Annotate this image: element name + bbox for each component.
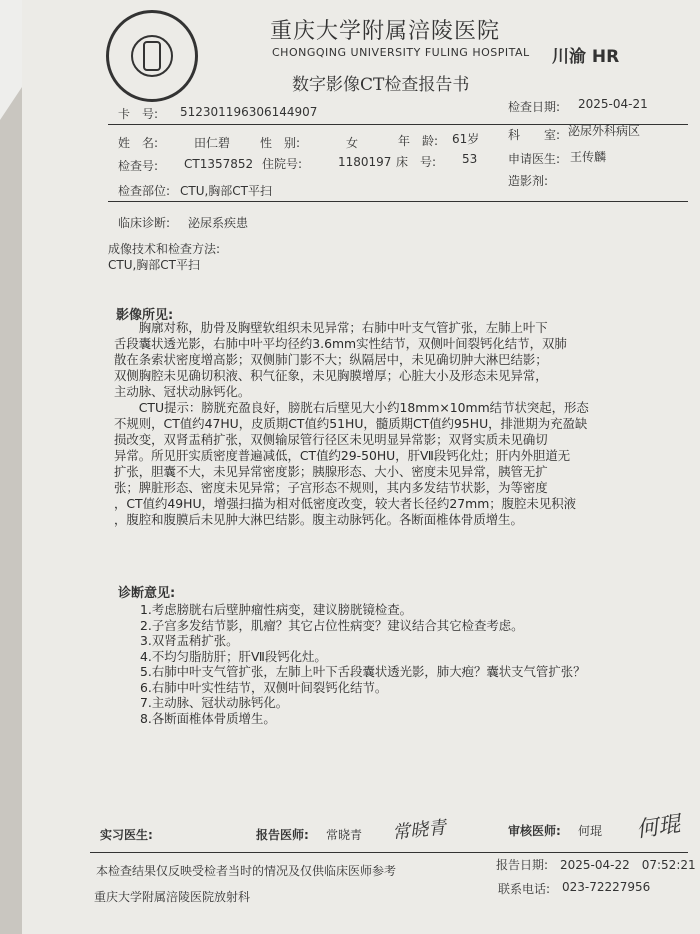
hospital-name: 重庆大学附属涪陵医院 bbox=[270, 19, 501, 44]
findings-line: ，CT值约49HU，增强扫描为相对低密度改变，较大者长径约27mm；腹腔未见积液 bbox=[114, 496, 576, 511]
impression-label: 诊断意见: bbox=[118, 586, 176, 601]
findings-line: 胸廓对称，肋骨及胸壁软组织未见异常；右肺中叶支气管扩张，左肺上叶下 bbox=[114, 320, 548, 335]
card-label: 卡 号: bbox=[118, 107, 159, 121]
report-title: 数字影像CT检查报告书 bbox=[292, 75, 470, 95]
intern-label: 实习医生: bbox=[100, 828, 153, 842]
patient-name: 田仁碧 bbox=[194, 136, 231, 150]
inpatient-label: 住院号: bbox=[262, 157, 303, 171]
technique-value: CTU,胸部CT平扫 bbox=[108, 258, 201, 272]
impression-item: 2.子宫多发结节影，肌瘤？其它占位性病变？建议结合其它检查考虑。 bbox=[140, 617, 524, 633]
findings-line: 张；脾脏形态、密度未见异常；子宫形态不规则，其内多发结节状影，为等密度 bbox=[114, 480, 548, 495]
impression-item: 3.双肾盂稍扩张。 bbox=[140, 633, 239, 648]
hospital-name-en: CHONGQING UNIVERSITY FULING HOSPITAL bbox=[272, 46, 530, 59]
exam-number: CT1357852 bbox=[184, 157, 254, 171]
inpatient-number: 1180197 bbox=[338, 155, 392, 169]
reporting-doctor: 常晓青 bbox=[326, 828, 363, 842]
age-label: 年 龄: bbox=[398, 134, 439, 148]
impression-item: 4.不均匀脂肪肝；肝Ⅶ段钙化灶。 bbox=[140, 648, 327, 664]
impression-item: 7.主动脉、冠状动脉钙化。 bbox=[140, 695, 289, 710]
bed-label: 床 号: bbox=[396, 155, 437, 169]
findings-line: 舌段囊状透光影，右肺中叶平均径约3.6mm实性结节，双侧叶间裂钙化结节，双肺 bbox=[114, 336, 567, 351]
clinical-diagnosis: 泌尿系疾患 bbox=[188, 216, 249, 230]
findings-label: 影像所见: bbox=[116, 308, 174, 323]
report-time: 2025-04-22 07:52:21 bbox=[560, 858, 696, 872]
impression-item: 6.右肺中叶实性结节，双侧叶间裂钙化结节。 bbox=[140, 679, 388, 695]
region-mark: 川渝 HR bbox=[552, 47, 620, 67]
findings-line: 主动脉、冠状动脉钙化。 bbox=[114, 384, 251, 399]
impression-item: 1.考虑膀胱右后壁肿瘤性病变，建议膀胱镜检查。 bbox=[140, 602, 413, 617]
clinical-label: 临床诊断: bbox=[118, 216, 171, 230]
patient-sex: 女 bbox=[346, 136, 359, 150]
findings-line: 双侧胸腔未见确切积液、积气征象，未见胸膜增厚；心脏大小及形态未见异常， bbox=[114, 368, 548, 383]
findings-line: CTU提示：膀胱充盈良好，膀胱右后壁见大小约18mm×10mm结节状突起，形态 bbox=[114, 400, 589, 415]
findings-line: 散在条索状密度增高影；双侧肺门影不大；纵隔居中，未见确切肿大淋巴结影； bbox=[114, 352, 548, 367]
exam-no-label: 检查号: bbox=[118, 159, 159, 173]
card-number: 512301196306144907 bbox=[180, 105, 318, 119]
impression-item: 5.右肺中叶支气管扩张，左肺上叶下舌段囊状透光影，肺大疱？囊状支气管扩张？ bbox=[140, 664, 586, 679]
findings-line: 损改变，双肾盂稍扩张，双侧输尿管行径区未见明显异常影；双肾实质未见确切 bbox=[114, 432, 548, 447]
phone-number: 023-72227956 bbox=[562, 880, 651, 894]
disclaimer: 本检查结果仅反映受检者当时的情况及仅供临床医师参考 bbox=[96, 864, 397, 878]
doctor-label: 申请医生: bbox=[508, 152, 561, 166]
divider bbox=[90, 852, 688, 853]
exam-date-label: 检查日期: bbox=[508, 100, 561, 114]
findings-line: 异常。所见肝实质密度普遍减低，CT值约29-50HU，肝Ⅶ段钙化灶；肝内外胆道无 bbox=[114, 448, 571, 463]
name-label: 姓 名: bbox=[118, 136, 159, 150]
findings-text bbox=[114, 320, 589, 528]
reviewing-doctor: 何琨 bbox=[578, 824, 603, 838]
radiology-department: 重庆大学附属涪陵医院放射科 bbox=[94, 890, 251, 904]
department: 泌尿外科病区 bbox=[568, 124, 641, 138]
sex-label: 性 别: bbox=[260, 136, 301, 150]
hospital-logo bbox=[106, 10, 198, 102]
site-label: 检查部位: bbox=[118, 184, 171, 198]
reviewer-label: 审核医师: bbox=[508, 824, 561, 838]
findings-line: 不规则，CT值约47HU，皮质期CT值约51HU，髓质期CT值约95HU，排泄期为充盈缺 bbox=[114, 416, 588, 431]
caduceus-icon bbox=[143, 41, 161, 71]
patient-age: 61岁 bbox=[452, 132, 480, 146]
reporter-label: 报告医师: bbox=[256, 828, 309, 842]
technique-label: 成像技术和检查方法: bbox=[108, 242, 221, 256]
divider bbox=[108, 201, 688, 202]
requesting-doctor: 王传麟 bbox=[570, 150, 607, 164]
exam-date: 2025-04-21 bbox=[578, 97, 648, 111]
findings-line: 扩张，胆囊不大，未见异常密度影；胰腺形态、大小、密度未见异常，胰管无扩 bbox=[114, 464, 548, 479]
reviewer-signature: 何琨 bbox=[634, 812, 682, 843]
findings-line: ，腹腔和腹膜后未见肿大淋巴结影。腹主动脉钙化。各断面椎体骨质增生。 bbox=[114, 512, 523, 527]
report-time-label: 报告日期: bbox=[496, 858, 549, 872]
contrast-label: 造影剂: bbox=[508, 174, 549, 188]
reporter-signature: 常晓青 bbox=[391, 817, 448, 844]
exam-site: CTU,胸部CT平扫 bbox=[180, 184, 273, 198]
dept-label: 科 室: bbox=[508, 128, 561, 142]
phone-label: 联系电话: bbox=[498, 882, 551, 896]
bed-number: 53 bbox=[462, 152, 478, 166]
impression-item: 8.各断面椎体骨质增生。 bbox=[140, 710, 276, 726]
impression-list bbox=[140, 602, 586, 726]
